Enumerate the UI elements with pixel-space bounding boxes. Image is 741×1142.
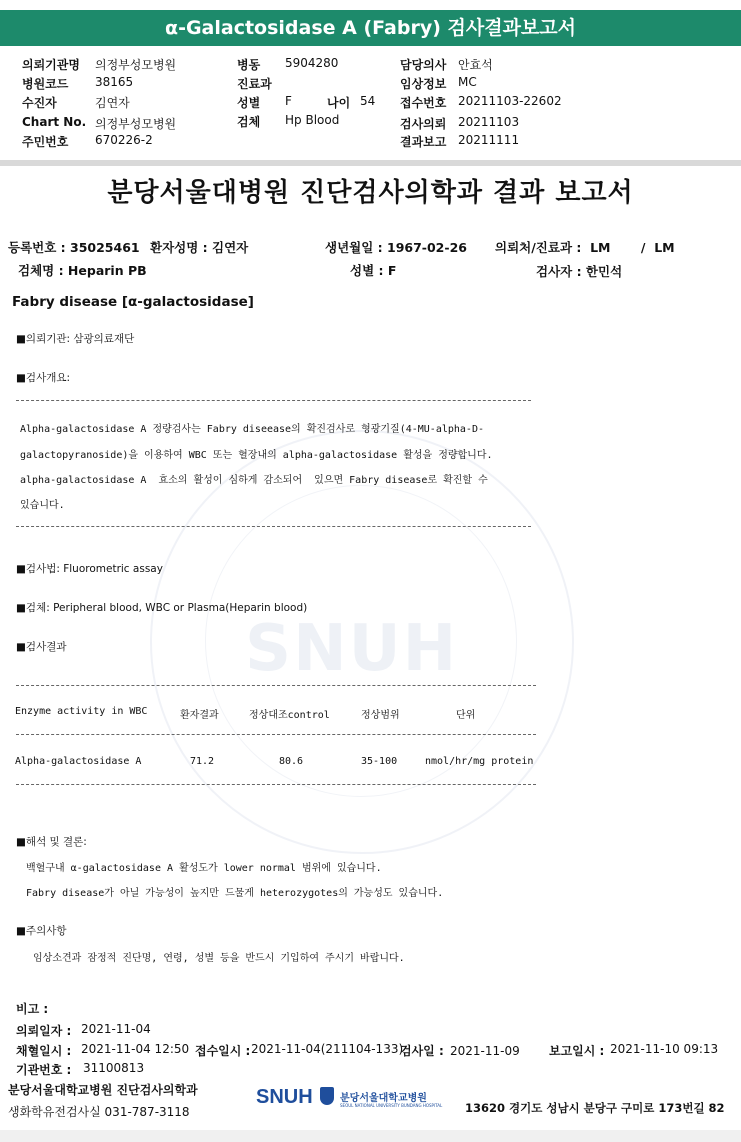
info-label: Chart No. [22,115,87,129]
caution-heading: ■주의사항 [16,925,67,937]
info-label: 의뢰기관명 [22,58,80,72]
info-value: 의정부성모병원 [95,58,177,72]
overview-line: galactopyranoside)을 이용하여 WBC 또는 혈장내의 alpha-galactosidase 활성을 정량합니다. [20,450,493,461]
result-heading: ■검사결과 [16,641,67,653]
dashed-rule [16,400,531,401]
table-cell: 71.2 [190,756,215,767]
registration-number: 등록번호 : 35025461 [8,240,140,255]
department-name: 분당서울대학교병원 진단검사의학과 [8,1083,198,1097]
report-title: 분당서울대병원 진단검사의학과 결과 보고서 [107,178,634,208]
info-value: 54 [360,94,376,108]
info-value: 20211111 [458,133,520,147]
info-label: 주민번호 [22,135,69,149]
method: ■검사법: Fluorometric assay [16,563,163,575]
dashed-rule [16,784,536,785]
info-value: 670226-2 [95,133,153,147]
info-label: 검사의뢰 [400,117,447,131]
institution: ■의뢰기관: 삼광의료재단 [16,333,135,345]
info-label: 병원코드 [22,77,69,91]
table-header-cell: 단위 [456,710,476,721]
specimen-type: ■검체: Peripheral blood, WBC or Plasma(Heparin blood) [16,602,308,614]
info-value: 5904280 [285,56,339,70]
info-label: 담당의사 [400,58,447,72]
info-value: 20211103-22602 [458,94,562,108]
info-label: 나이 [327,96,351,110]
info-value: MC [458,75,477,89]
test-name: Fabry disease [α-galactosidase] [12,294,254,310]
table-header-cell: 환자결과 [180,710,219,721]
info-value: Hp Blood [285,113,340,127]
patient-name: 환자성명 : 김연자 [150,240,249,255]
table-header-cell: Enzyme activity in WBC [15,706,148,717]
draw-date-label: 채혈일시 : [16,1044,72,1058]
dashed-rule [16,685,536,686]
overview-line: alpha-galactosidase A 효소의 활성이 심하게 감소되어 있으면 Fabry disease로 확진할 수 [20,475,488,486]
overview-heading: ■검사개요: [16,372,71,384]
table-cell: nmol/hr/mg protein [425,756,534,767]
info-label: 병동 [237,58,261,72]
dashed-rule [16,734,536,735]
report-header: α-Galactosidase A (Fabry) 검사결과보고서 [0,10,741,46]
department: 의뢰처/진료과 : LM / LM [495,240,675,255]
table-cell: 35-100 [361,756,398,767]
table-header-cell: 정상대조control [249,710,330,721]
info-value: 김연자 [95,96,130,110]
interpretation-line: 백혈구내 α-galactosidase A 활성도가 lower normal 범위에 있습니다. [26,863,382,874]
request-date-label: 의뢰일자 : [16,1024,72,1038]
info-label: 접수번호 [400,96,447,110]
bottom-band [0,1130,741,1142]
report-date-value: 2021-11-10 09:13 [610,1042,719,1056]
info-value: 38165 [95,75,134,89]
test-date-value: 2021-11-09 [450,1044,520,1058]
logo-hospital-name: 분당서울대학교병원 [340,1093,427,1104]
overview-line: 있습니다. [20,500,65,511]
lab-phone: 생화학유전검사실 031-787-3118 [8,1105,190,1119]
receipt-date-value: 2021-11-04(211104-133) [251,1042,404,1056]
report-date-label: 보고일시 : [549,1044,605,1058]
receipt-date-label: 접수일시 : [195,1044,251,1058]
table-cell: 80.6 [279,756,304,767]
overview-line: Alpha-galactosidase A 정량검사는 Fabry diseease의 확진검사로 형광기질(4-MU-alpha-D- [20,424,484,435]
info-value: F [285,94,292,108]
hospital-logo [256,1086,334,1109]
institution-number-label: 기관번호 : [16,1063,72,1077]
address: 13620 경기도 성남시 분당구 구미로 173번길 82 [465,1101,725,1115]
logo-subtitle: SEOUL NATIONAL UNIVERSITY BUNDANG HOSPITAL [340,1103,443,1108]
info-value: 20211103 [458,115,520,129]
test-date-label: 검사일 : [400,1044,444,1058]
info-label: 진료과 [237,77,272,91]
info-label: 임상정보 [400,77,447,91]
institution-number-value: 31100813 [83,1061,145,1075]
info-label: 성별 [237,96,261,110]
info-value: 안효석 [458,58,493,72]
info-label: 수진자 [22,96,57,110]
remark: 비고 : [16,1002,49,1016]
info-label: 결과보고 [400,135,447,149]
info-value: 의정부성모병원 [95,117,177,131]
caution-line: 임상소견과 잠정적 진단명, 연령, 성별 등을 반드시 기입하여 주시기 바랍니다. [33,953,405,964]
birth-date: 생년월일 : 1967-02-26 [325,240,467,255]
draw-date-value: 2021-11-04 12:50 [81,1042,190,1056]
interpretation-heading: ■해석 및 결론: [16,836,87,848]
patient-sex: 성별 : F [350,263,397,278]
logo-wordmark: SNUH [256,1086,313,1108]
dashed-rule [16,526,531,527]
table-header-cell: 정상범위 [361,710,400,721]
specimen-name: 검체명 : Heparin PB [18,263,147,278]
divider [0,160,741,166]
info-label: 검체 [237,115,261,129]
request-date-value: 2021-11-04 [81,1022,151,1036]
watermark-text: SNUH [245,612,459,686]
interpretation-line: Fabry disease가 아닐 가능성이 높지만 드물게 heterozygotes의 가능성도 있습니다. [26,888,444,899]
table-cell: Alpha-galactosidase A [15,756,142,767]
examiner: 검사자 : 한민석 [536,264,623,279]
shield-icon [320,1087,334,1105]
